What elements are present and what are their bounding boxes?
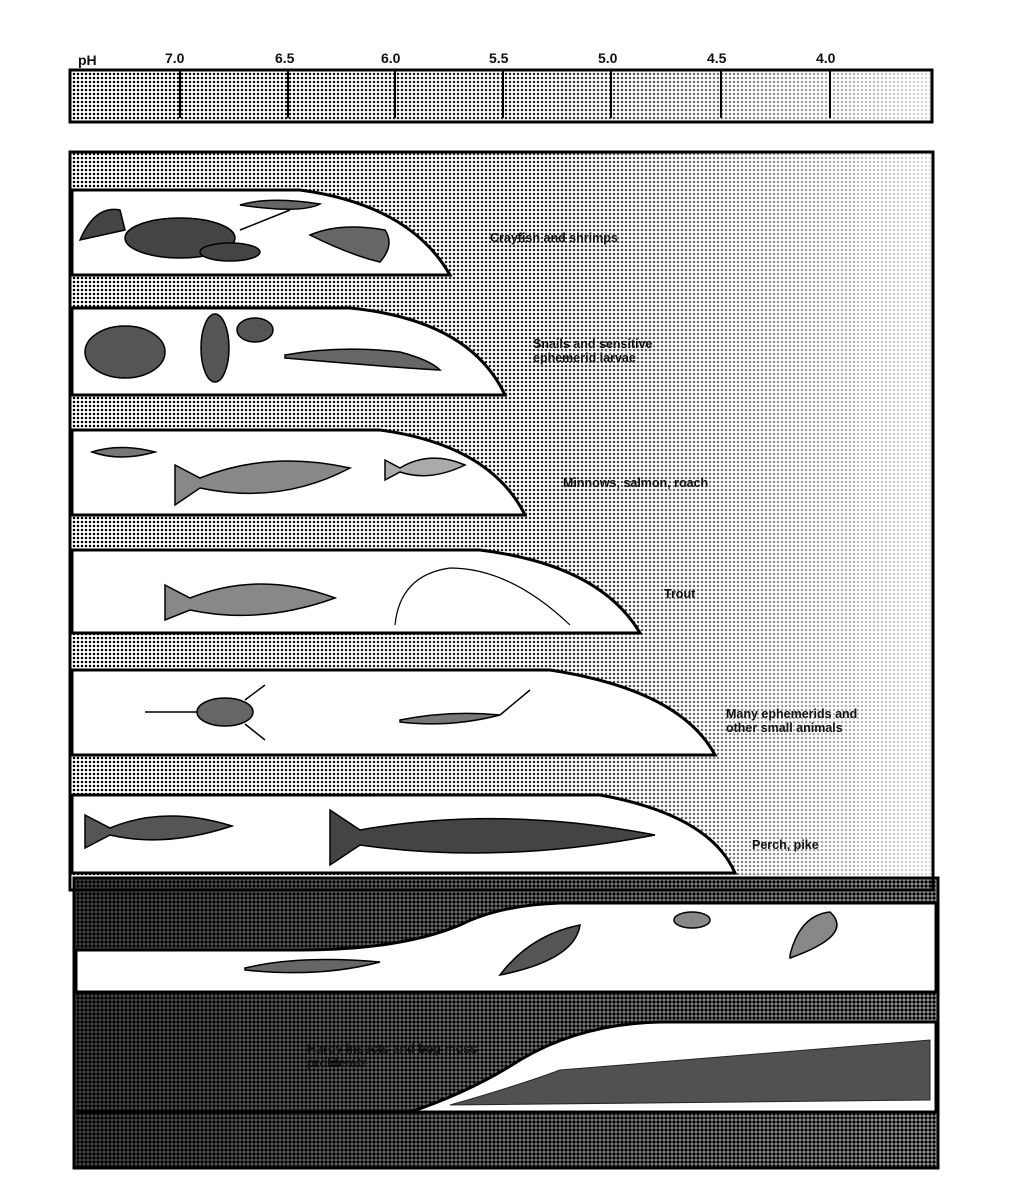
band-label-ephemerids: Many ephemerids and other small animals [726,707,858,735]
ph-tick-7-0: 7.0 [165,50,185,66]
ph-tick-5-5: 5.5 [489,50,509,66]
band-label-bog-moss: Hardy insects and bog moss proliferate [307,1042,478,1070]
ph-axis-label: pH [78,52,97,68]
band-label-trout: Trout [664,587,696,601]
band-label-snails: Snails and sensitive ephemerid larvae [533,337,653,365]
band-label-perch-pike: Perch, pike [752,838,819,852]
ph-scale-bar [70,70,932,122]
band-perch-pike [72,795,735,873]
ph-tick-4-5: 4.5 [707,50,727,66]
ph-tick-6-5: 6.5 [275,50,295,66]
ph-tick-5-0: 5.0 [598,50,618,66]
band-label-crayfish: Crayfish and shrimps [490,231,618,245]
ph-tick-4-0: 4.0 [816,50,836,66]
main-panel [70,152,938,1168]
band-label-fish: Minnows, salmon, roach [563,476,709,490]
ph-tick-6-0: 6.0 [381,50,401,66]
